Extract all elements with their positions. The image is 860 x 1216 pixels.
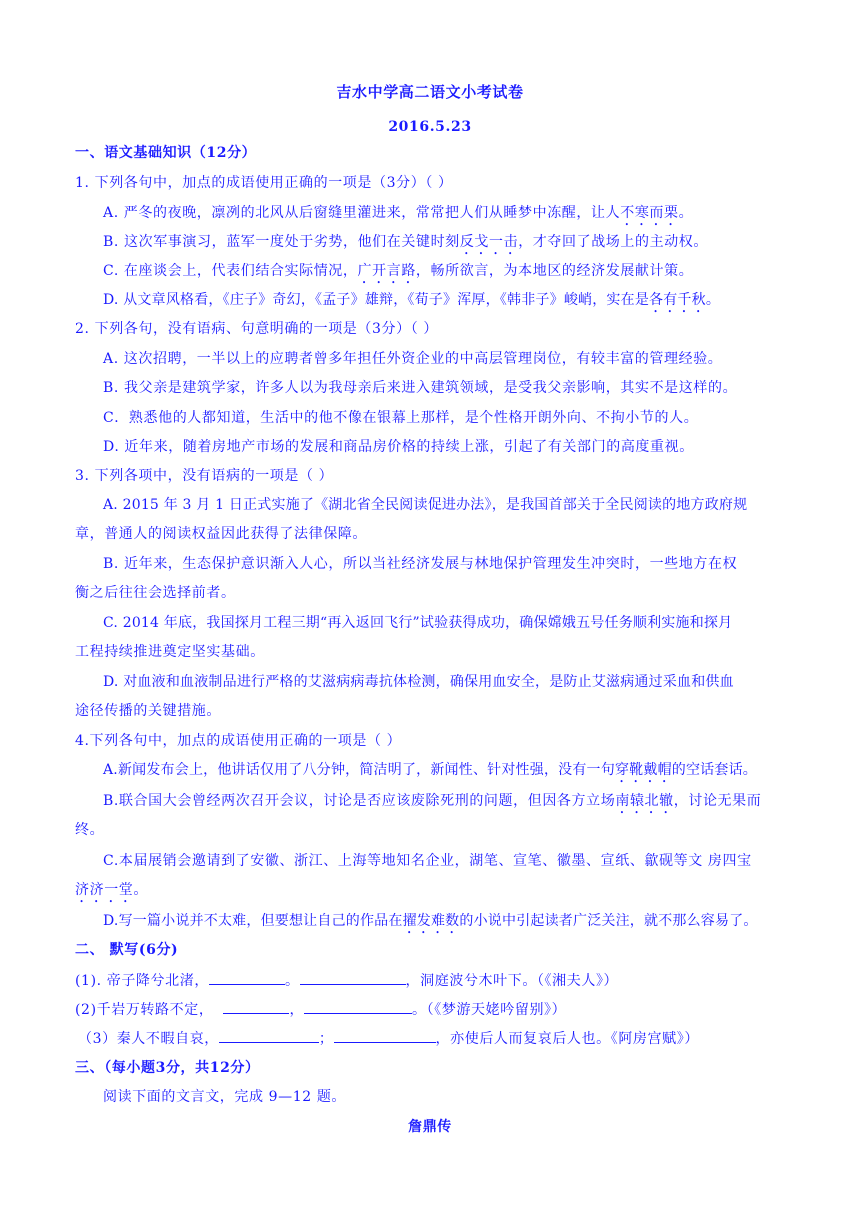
question-1-option-d: D. 从文章风格看，《庄子》奇幻，《孟子》雄辩，《荀子》浑厚，《韩非子》峻峭，实在是各有千秋。: [103, 292, 721, 308]
question-3-stem: 3. 下列各项中，没有语病的一项是（ ）: [75, 468, 334, 484]
question-3-option-a-line2: 章，普通人的阅读权益因此获得了法律保障。: [75, 526, 367, 542]
question-4-option-c-line2: 济济一堂。: [75, 882, 149, 898]
question-3-option-d-line1: D. 对血液和血液制品进行严格的艾滋病病毒抗体检测，确保用血安全，是防止艾滋病通过采血和供血: [103, 674, 734, 690]
dictation-line-2: (2)千岩万转路不定， ， 。（《梦游天姥吟留别》）: [75, 999, 566, 1020]
question-2-option-c: C．熟悉他的人都知道，生活中的他不像在银幕上那样，是个性格开朗外向、不拘小节的人。: [103, 410, 699, 426]
question-2-option-a: A. 这次招聘，一半以上的应聘者曾多年担任外资企业的中高层管理岗位，有较丰富的管理经验。: [103, 351, 723, 367]
question-4-option-c-line1: C.本届展销会邀请到了安徽、浙江、上海等地知名企业，湖笔、宣笔、徽墨、宣纸、歙砚等文 房四宝: [103, 853, 752, 869]
dictation-blank[interactable]: [219, 1028, 319, 1043]
question-3-option-c-line2: 工程持续推进奠定坚实基础。: [75, 644, 265, 660]
section-1-heading: 一、语文基础知识（12分）: [75, 145, 257, 161]
question-1-option-c: C. 在座谈会上，代表们结合实际情况，广开言路，畅所欲言，为本地区的经济发展献计策。: [103, 263, 694, 279]
question-3-option-c-line1: C. 2014 年底，我国探月工程三期“再入返回飞行”试验获得成功，确保嫦娥五号任务顺利实施和探月: [103, 615, 733, 631]
section-2-heading: 二、 默写(6分): [75, 942, 179, 958]
question-4-option-b-line2: 终。: [75, 822, 105, 838]
dictation-blank[interactable]: [300, 970, 406, 985]
dictation-blank[interactable]: [209, 970, 285, 985]
question-4-option-d: D.写一篇小说并不太难，但要想让自己的作品在擢发难数的小说中引起读者广泛关注，就不那么容易了。: [103, 913, 758, 929]
exam-date: 2016.5.23: [388, 119, 472, 135]
passage-title: 詹鼎传: [408, 1119, 452, 1135]
question-4-stem: 4.下列各句中，加点的成语使用正确的一项是（ ）: [75, 733, 402, 749]
question-1-stem: 1. 下列各句中，加点的成语使用正确的一项是（3分）（ ）: [75, 175, 453, 191]
question-1-option-a: A. 严冬的夜晚，凛冽的北风从后窗缝里灌进来，常常把人们从睡梦中冻醒，让人不寒而栗。: [103, 205, 694, 221]
section-3-intro: 阅读下面的文言文，完成 9—12 题。: [103, 1089, 347, 1105]
dictation-blank[interactable]: [223, 999, 289, 1014]
section-3-heading: 三、（每小题3分，共12分）: [75, 1060, 260, 1076]
question-1-option-b: B. 这次军事演习，蓝军一度处于劣势，他们在关键时刻反戈一击，才夺回了战场上的主动权。: [103, 234, 709, 250]
exam-title: 吉水中学高二语文小考试卷: [336, 83, 524, 101]
question-3-option-b-line2: 衡之后往往会选择前者。: [75, 585, 236, 601]
dictation-blank[interactable]: [334, 1028, 436, 1043]
question-4-option-b-line1: B.联合国大会曾经两次召开会议，讨论是否应该废除死刑的问题，但因各方立场南辕北辙，讨论无果而: [103, 793, 762, 809]
question-2-stem: 2. 下列各句，没有语病、句意明确的一项是（3分）（ ）: [75, 321, 438, 337]
question-3-option-b-line1: B. 近年来，生态保护意识渐入人心，所以当社经济发展与林地保护管理发生冲突时，一些地方在权: [103, 556, 738, 572]
question-2-option-d: D. 近年来，随着房地产市场的发展和商品房价格的持续上涨，引起了有关部门的高度重视。: [103, 439, 694, 455]
question-2-option-b: B. 我父亲是建筑学家，许多人以为我母亲后来进入建筑领域，是受我父亲影响，其实不是这样的。: [103, 380, 738, 396]
question-3-option-d-line2: 途径传播的关键措施。: [75, 703, 221, 719]
dictation-line-3: （3）秦人不暇自哀， ； ，亦使后人而复哀后人也。《阿房宫赋》）: [78, 1028, 699, 1049]
dictation-blank[interactable]: [304, 999, 412, 1014]
question-3-option-a-line1: A. 2015 年 3 月 1 日正式实施了《湖北省全民阅读促进办法》，是我国首部关于全民阅读的地方政府规: [103, 497, 748, 513]
question-4-option-a: A.新闻发布会上，他讲话仅用了八分钟，简洁明了，新闻性、针对性强，没有一句穿靴戴帽的空话套话。: [103, 762, 757, 778]
dictation-line-1: (1). 帝子降兮北渚， 。 ，洞庭波兮木叶下。（《湘夫人》）: [75, 970, 618, 991]
